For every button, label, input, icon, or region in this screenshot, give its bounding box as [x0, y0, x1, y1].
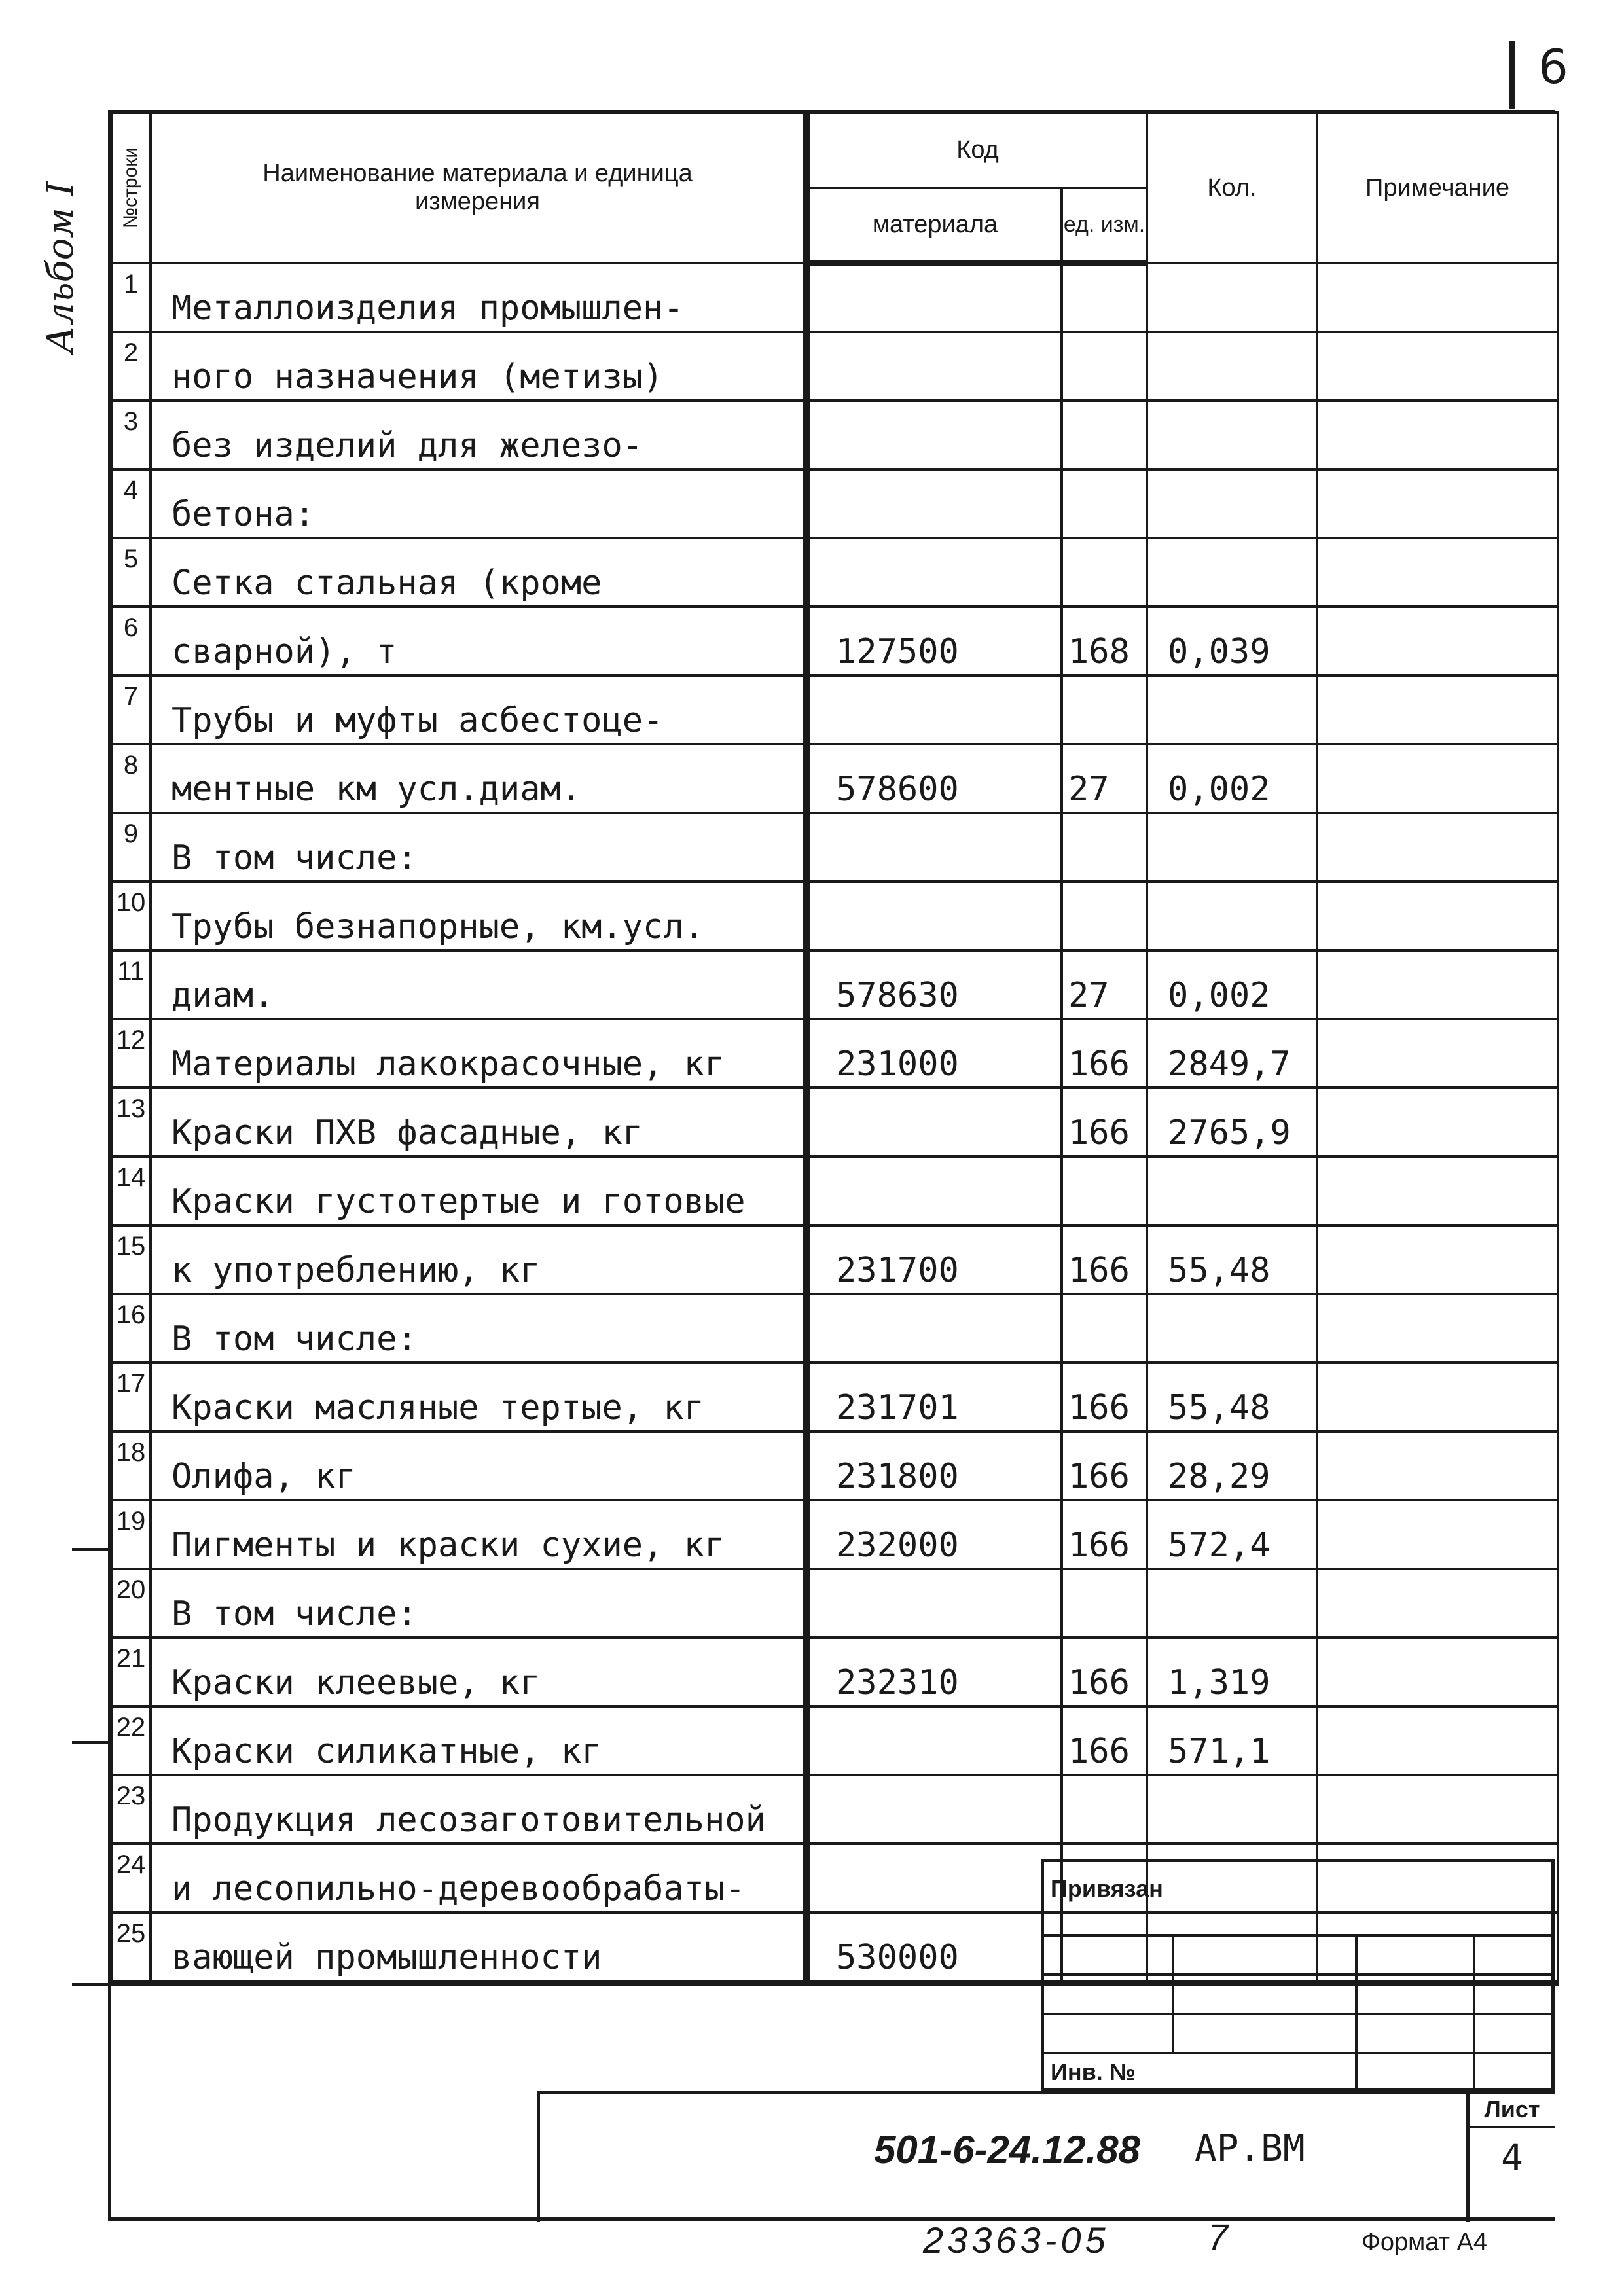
header-name: Наименование материала и единица измерения	[151, 113, 806, 263]
row-number-cell: 1	[111, 263, 151, 332]
table-row	[111, 1088, 1558, 1157]
quantity-cell	[1147, 538, 1317, 607]
row-number-cell: 14	[111, 1157, 151, 1225]
note-cell	[1317, 1500, 1558, 1569]
note-cell	[1317, 607, 1558, 675]
note-cell	[1317, 1363, 1558, 1431]
note-cell	[1317, 469, 1558, 538]
table-row	[111, 1019, 1558, 1088]
quantity-cell: 571,1	[1147, 1706, 1317, 1775]
margin-tick	[72, 1548, 111, 1551]
unit-code-cell	[1062, 263, 1147, 332]
table-row	[111, 263, 1558, 332]
quantity-cell	[1147, 332, 1317, 401]
table-row	[111, 1706, 1558, 1775]
order-number: 23363-05	[923, 2219, 1110, 2261]
material-name-cell: ного назначения (метизы)	[151, 332, 806, 401]
unit-code-cell: 27	[1062, 950, 1147, 1019]
material-name-cell: Сетка стальная (кроме	[151, 538, 806, 607]
material-name-cell: вающей промышленности	[151, 1912, 806, 1983]
unit-code-cell: 166	[1062, 1019, 1147, 1088]
unit-code-cell	[1062, 332, 1147, 401]
quantity-cell: 2849,7	[1147, 1019, 1317, 1088]
unit-code-cell	[1062, 538, 1147, 607]
table-row	[111, 1157, 1558, 1225]
material-code-cell	[806, 813, 1062, 882]
sheet-label: Лист	[1470, 2096, 1555, 2128]
paper-format: Формат А4	[1362, 2229, 1488, 2256]
material-code-cell	[806, 538, 1062, 607]
material-code-cell: 232310	[806, 1638, 1062, 1706]
unit-code-cell	[1062, 675, 1147, 744]
note-cell	[1317, 744, 1558, 813]
row-number-cell: 21	[111, 1638, 151, 1706]
sheet-number: 4	[1501, 2137, 1523, 2179]
material-name-cell: Олифа, кг	[151, 1431, 806, 1500]
material-name-cell: Трубы и муфты асбестоце-	[151, 675, 806, 744]
material-name-cell: к употреблению, кг	[151, 1225, 806, 1294]
material-name-cell: Металлоизделия промышлен-	[151, 263, 806, 332]
unit-code-cell	[1062, 882, 1147, 950]
row-number-cell: 15	[111, 1225, 151, 1294]
row-number-cell: 24	[111, 1844, 151, 1912]
row-number-cell: 17	[111, 1363, 151, 1431]
material-code-cell: 578600	[806, 744, 1062, 813]
material-code-cell	[806, 882, 1062, 950]
page-number: 6	[1538, 39, 1568, 94]
row-number-cell: 11	[111, 950, 151, 1019]
material-code-cell: 127500	[806, 607, 1062, 675]
title-block	[537, 2091, 1555, 2222]
material-name-cell: сварной), т	[151, 607, 806, 675]
material-name-cell: диам.	[151, 950, 806, 1019]
footer-page-number: 7	[1208, 2216, 1229, 2257]
header-qty: Кол.	[1147, 113, 1317, 263]
material-code-cell	[806, 1775, 1062, 1844]
material-code-cell	[806, 1157, 1062, 1225]
row-number-cell: 4	[111, 469, 151, 538]
table-row	[111, 607, 1558, 675]
table-row	[111, 1775, 1558, 1844]
margin-tick	[72, 1741, 111, 1744]
table-row	[111, 1294, 1558, 1363]
table-row	[111, 1569, 1558, 1638]
unit-code-cell	[1062, 1775, 1147, 1844]
document-mark: АР.ВМ	[1195, 2127, 1305, 2170]
row-number-cell: 22	[111, 1706, 151, 1775]
unit-code-cell: 166	[1062, 1088, 1147, 1157]
header-unit-code: ед. изм.	[1062, 188, 1147, 263]
material-code-cell	[806, 1569, 1062, 1638]
sheet-box	[1466, 2094, 1555, 2222]
material-code-cell	[806, 401, 1062, 469]
material-name-cell: Продукция лесозаготовительной	[151, 1775, 806, 1844]
row-number-cell: 8	[111, 744, 151, 813]
quantity-cell: 28,29	[1147, 1431, 1317, 1500]
material-name-cell: Краски масляные тертые, кг	[151, 1363, 806, 1431]
quantity-cell: 0,039	[1147, 607, 1317, 675]
material-code-cell	[806, 1844, 1062, 1912]
material-code-cell	[806, 469, 1062, 538]
material-code-cell: 231000	[806, 1019, 1062, 1088]
quantity-cell	[1147, 1157, 1317, 1225]
quantity-cell	[1147, 882, 1317, 950]
table-row	[111, 1225, 1558, 1294]
note-cell	[1317, 1431, 1558, 1500]
quantity-cell: 572,4	[1147, 1500, 1317, 1569]
stamp-divider	[1473, 1934, 1475, 2094]
note-cell	[1317, 882, 1558, 950]
row-number-cell: 13	[111, 1088, 151, 1157]
note-cell	[1317, 1088, 1558, 1157]
unit-code-cell: 166	[1062, 1500, 1147, 1569]
row-number-cell: 20	[111, 1569, 151, 1638]
quantity-cell: 0,002	[1147, 744, 1317, 813]
table-row	[111, 1500, 1558, 1569]
note-cell	[1317, 263, 1558, 332]
unit-code-cell: 166	[1062, 1225, 1147, 1294]
quantity-cell	[1147, 813, 1317, 882]
row-number-cell: 5	[111, 538, 151, 607]
material-code-cell	[806, 1294, 1062, 1363]
material-name-cell: Краски густотертые и готовые	[151, 1157, 806, 1225]
table-row	[111, 401, 1558, 469]
material-code-cell: 232000	[806, 1500, 1062, 1569]
note-cell	[1317, 675, 1558, 744]
margin-tick	[72, 1983, 111, 1986]
unit-code-cell	[1062, 1294, 1147, 1363]
quantity-cell	[1147, 1775, 1317, 1844]
row-number-cell: 2	[111, 332, 151, 401]
table-row	[111, 950, 1558, 1019]
quantity-cell	[1147, 1294, 1317, 1363]
row-number-cell: 18	[111, 1431, 151, 1500]
note-cell	[1317, 1019, 1558, 1088]
material-code-cell: 530000	[806, 1912, 1062, 1983]
material-name-cell: без изделий для железо-	[151, 401, 806, 469]
material-name-cell: В том числе:	[151, 1294, 806, 1363]
note-cell	[1317, 1225, 1558, 1294]
row-number-cell: 7	[111, 675, 151, 744]
row-number-cell: 3	[111, 401, 151, 469]
table-row	[111, 675, 1558, 744]
material-name-cell: ментные км усл.диам.	[151, 744, 806, 813]
note-cell	[1317, 1706, 1558, 1775]
quantity-cell: 55,48	[1147, 1225, 1317, 1294]
unit-code-cell: 166	[1062, 1431, 1147, 1500]
table-row	[111, 469, 1558, 538]
material-name-cell: Пигменты и краски сухие, кг	[151, 1500, 806, 1569]
material-name-cell: Трубы безнапорные, км.усл.	[151, 882, 806, 950]
note-cell	[1317, 1775, 1558, 1844]
row-number-cell: 25	[111, 1912, 151, 1983]
quantity-cell	[1147, 675, 1317, 744]
table-row	[111, 538, 1558, 607]
binding-stamp	[1041, 1859, 1555, 2091]
row-number-cell: 16	[111, 1294, 151, 1363]
album-side-note: Альбом I	[39, 181, 82, 353]
quantity-cell	[1147, 401, 1317, 469]
unit-code-cell	[1062, 1157, 1147, 1225]
note-cell	[1317, 332, 1558, 401]
note-cell	[1317, 950, 1558, 1019]
header-material-code: материала	[806, 188, 1062, 263]
unit-code-cell: 168	[1062, 607, 1147, 675]
table-row	[111, 1638, 1558, 1706]
unit-code-cell	[1062, 401, 1147, 469]
row-number-cell: 12	[111, 1019, 151, 1088]
material-name-cell: Краски клеевые, кг	[151, 1638, 806, 1706]
quantity-cell	[1147, 1569, 1317, 1638]
table-row	[111, 882, 1558, 950]
material-code-cell	[806, 1706, 1062, 1775]
quantity-cell	[1147, 469, 1317, 538]
note-cell	[1317, 538, 1558, 607]
header-code: Код	[806, 113, 1147, 188]
unit-code-cell	[1062, 1569, 1147, 1638]
unit-code-cell: 27	[1062, 744, 1147, 813]
table-row	[111, 1363, 1558, 1431]
table-row	[111, 1431, 1558, 1500]
unit-code-cell: 166	[1062, 1363, 1147, 1431]
note-cell	[1317, 1157, 1558, 1225]
note-cell	[1317, 813, 1558, 882]
row-number-cell: 10	[111, 882, 151, 950]
material-code-cell: 231700	[806, 1225, 1062, 1294]
unit-code-cell	[1062, 813, 1147, 882]
quantity-cell: 2765,9	[1147, 1088, 1317, 1157]
quantity-cell	[1147, 263, 1317, 332]
table-row	[111, 332, 1558, 401]
material-name-cell: бетона:	[151, 469, 806, 538]
material-name-cell: В том числе:	[151, 813, 806, 882]
row-number-cell: 6	[111, 607, 151, 675]
unit-code-cell	[1062, 469, 1147, 538]
header-row-number: №строки	[111, 113, 151, 263]
quantity-cell: 1,319	[1147, 1638, 1317, 1706]
document-code: 501-6-24.12.88	[874, 2128, 1140, 2172]
note-cell	[1317, 1569, 1558, 1638]
materials-table	[110, 111, 1559, 1986]
material-code-cell	[806, 675, 1062, 744]
material-code-cell	[806, 1088, 1062, 1157]
material-code-cell: 231701	[806, 1363, 1062, 1431]
row-number-cell: 9	[111, 813, 151, 882]
material-code-cell: 578630	[806, 950, 1062, 1019]
quantity-cell: 0,002	[1147, 950, 1317, 1019]
quantity-cell: 55,48	[1147, 1363, 1317, 1431]
page-number-bar	[1509, 41, 1515, 109]
header-note: Примечание	[1317, 113, 1558, 263]
note-cell	[1317, 1638, 1558, 1706]
inventory-label: Инв. №	[1051, 2058, 1136, 2085]
material-name-cell: и лесопильно-деревообрабаты-	[151, 1844, 806, 1912]
note-cell	[1317, 401, 1558, 469]
unit-code-cell: 166	[1062, 1706, 1147, 1775]
row-number-cell: 19	[111, 1500, 151, 1569]
stamp-divider	[1172, 1934, 1174, 2052]
material-code-cell	[806, 332, 1062, 401]
material-name-cell: В том числе:	[151, 1569, 806, 1638]
material-name-cell: Краски ПХВ фасадные, кг	[151, 1088, 806, 1157]
row-number-cell: 23	[111, 1775, 151, 1844]
bound-label: Привязан	[1051, 1875, 1163, 1902]
table-row	[111, 744, 1558, 813]
note-cell	[1317, 1294, 1558, 1363]
material-name-cell: Краски силикатные, кг	[151, 1706, 806, 1775]
unit-code-cell: 166	[1062, 1638, 1147, 1706]
material-code-cell: 231800	[806, 1431, 1062, 1500]
material-code-cell	[806, 263, 1062, 332]
material-name-cell: Материалы лакокрасочные, кг	[151, 1019, 806, 1088]
table-row	[111, 813, 1558, 882]
stamp-divider	[1355, 1934, 1358, 2094]
